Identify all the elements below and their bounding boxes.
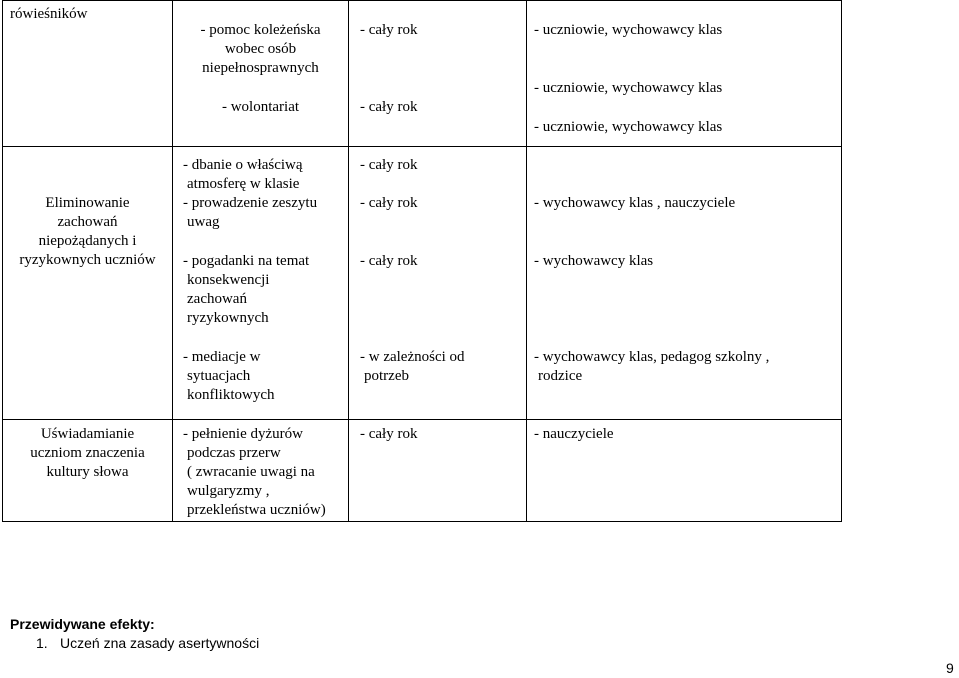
table-row-divider [3,419,172,420]
activity-line: wobec osób [224,41,297,57]
activity-line: - wolontariat [221,99,300,115]
list-item-text: Uczeń zna zasady asertywności [60,635,260,651]
activity-line: - pomoc koleżeńska [200,22,321,38]
responsible-line: - nauczyciele [534,426,614,442]
goal-cell-text: rówieśników [10,6,88,22]
activity-line: - prowadzenie zeszytu [183,195,318,211]
responsible-line: - wychowawcy klas, pedagog szkolny , [534,349,770,365]
table-row-divider [3,146,841,147]
activity-line: zachowań [187,291,247,307]
expected-effects-heading: Przewidywane efekty: [10,616,155,632]
table-column-divider [526,1,527,521]
table-column-divider [172,1,173,521]
activity-line: - mediacje w [183,349,261,365]
responsible-line: - uczniowie, wychowawcy klas [534,119,723,135]
list-number: 1. [36,635,48,651]
goal-line: Eliminowanie [45,195,130,211]
activity-line: ( zwracanie uwagi na [187,464,315,480]
term-line: - cały rok [360,426,418,442]
activity-line: konfliktowych [187,387,275,403]
activity-line: podczas przerw [187,445,281,461]
goal-line: kultury słowa [46,464,129,480]
activity-line: ryzykownych [187,310,269,326]
goal-line: Uświadamianie [40,426,135,442]
responsible-line: - wychowawcy klas , nauczyciele [534,195,736,211]
activities-table [2,0,842,522]
term-line: potrzeb [364,368,409,384]
goal-line: niepożądanych i [38,233,137,249]
page-number: 9 [946,660,954,676]
term-line: - cały rok [360,253,418,269]
activity-line: - pogadanki na temat [183,253,310,269]
term-line: - cały rok [360,99,418,115]
term-line: - cały rok [360,157,418,173]
activity-line: - pełnienie dyżurów [183,426,303,442]
goal-line: uczniom znaczenia [30,445,145,461]
responsible-line: rodzice [538,368,583,384]
goal-line: zachowań [57,214,118,230]
term-line: - cały rok [360,22,418,38]
activity-line: niepełnosprawnych [202,60,319,76]
table-column-divider [348,1,349,521]
activity-line: atmosferę w klasie [187,176,300,192]
activity-line: wulgaryzmy , [187,483,270,499]
responsible-line: - uczniowie, wychowawcy klas [534,80,723,96]
table-row-divider [172,419,841,420]
responsible-line: - uczniowie, wychowawcy klas [534,22,723,38]
goal-line: ryzykownych uczniów [19,252,156,268]
activity-line: uwag [187,214,220,230]
activity-line: - dbanie o właściwą [183,157,303,173]
term-line: - w zależności od [360,349,465,365]
activity-line: sytuacjach [187,368,251,384]
activity-line: konsekwencji [187,272,270,288]
activity-line: przekleństwa uczniów) [187,502,326,518]
expected-effects-item [36,634,259,652]
term-line: - cały rok [360,195,418,211]
responsible-line: - wychowawcy klas [534,253,654,269]
